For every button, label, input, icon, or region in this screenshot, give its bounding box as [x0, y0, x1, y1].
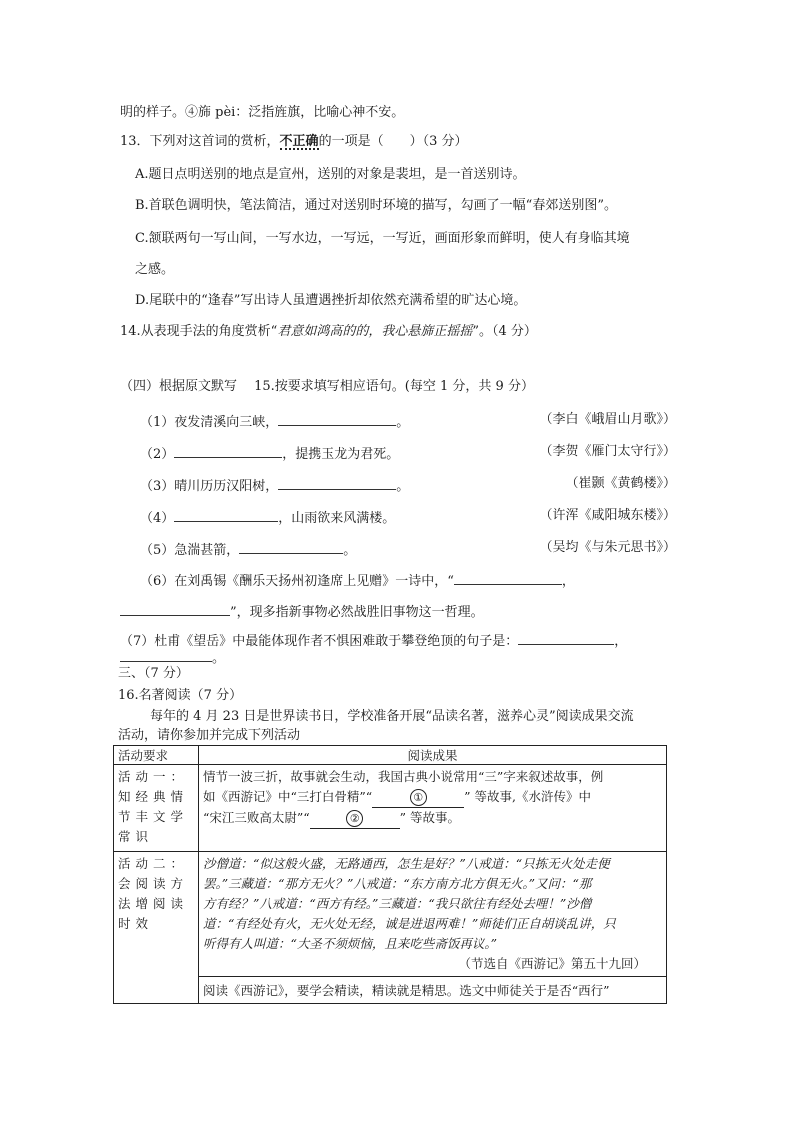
act1-line-3b: ” 等故事。 — [399, 810, 461, 825]
fill-3 — [140, 477, 409, 493]
fill-6-text: （6）在刘禹锡《酬乐天扬州初逢席上见赠》一诗中，“ — [140, 574, 454, 589]
annotation-line: 明的样子。④旆 pèi：泛指旌旗，比喻心神不安。 — [120, 105, 405, 120]
fill-3-text: （3）晴川历历汉阳树， — [140, 479, 279, 494]
table-row — [114, 852, 667, 1004]
fill-2-text: （2） — [140, 447, 175, 462]
fill-1-text: （1）夜发清溪向三峡， — [140, 415, 279, 430]
activity-2-content — [199, 852, 667, 1004]
header-result: 阅读成果 — [199, 746, 667, 765]
intro-line-1: 每年的 4 月 23 日是世界读书日，学校准备开展“品读名著，滋养心灵”阅读成果交流 — [150, 709, 634, 724]
act2-line-3: 方有经？”八戒道：“西方有经。”三藏道：“我只欲往有经处去哩！”沙僧 — [203, 896, 592, 911]
fill-4-end: ，山雨欲来风满楼。 — [278, 511, 396, 526]
table-header-row — [114, 746, 667, 765]
fill-7-blank-a[interactable] — [518, 632, 614, 645]
fill-5 — [140, 541, 356, 557]
fill-6-comma: ， — [561, 574, 575, 589]
header-activity: 活动要求 — [114, 746, 199, 765]
table-row — [114, 765, 667, 852]
act1-line-2a: 如《西游记》中“三打白骨精”“ — [203, 789, 373, 804]
fill-5-end: 。 — [343, 543, 357, 558]
q14-stem: 14.从表现手法的角度赏析“ — [120, 324, 278, 339]
fill-3-source: （崔颢《黄鹤楼》） — [565, 476, 676, 491]
act2-divider — [199, 976, 666, 977]
fill-3-end: 。 — [396, 479, 410, 494]
q13-stem-end: 的一项是（ ）（3 分） — [318, 134, 468, 149]
intro-line-2: 活动，请你参加并完成下列活动 — [118, 728, 301, 743]
fill-6 — [140, 572, 575, 588]
fill-7 — [120, 632, 627, 648]
act1-line-2b: ” 等故事,《水浒传》中 — [464, 789, 592, 804]
act2-line-1: 沙僧道：“似这般火盛，无路通西，怎生是好？”八戒道：“只拣无火处走便 — [203, 856, 610, 871]
act2-source: （节选自《西游记》第五十九回） — [458, 956, 646, 971]
fill-6-blank-a[interactable] — [454, 572, 562, 585]
act1-line-3 — [203, 808, 662, 829]
section-3-heading: 三、（7 分） — [118, 666, 189, 681]
option-c-cont: 之感。 — [135, 262, 175, 277]
option-b: B.首联色调明快，笔法简洁，通过对送别时环境的描写，勾画了一幅“春郊送别图”。 — [135, 198, 617, 213]
fill-6-cont — [120, 603, 484, 619]
fill-1-blank[interactable] — [278, 413, 396, 426]
fill-2 — [140, 445, 399, 461]
fill-4-blank[interactable] — [174, 509, 278, 522]
fill-2-blank[interactable] — [174, 445, 282, 458]
act2-line-2: 罢。”三藏道：“那方无火？”八戒道：“东方南方北方俱无火。”又问：“那 — [203, 876, 592, 891]
fill-7-text: （7）杜甫《望岳》中最能体现作者不惧困难敢于攀登绝顶的句子是： — [120, 634, 519, 649]
fill-5-text: （5）急湍甚箭， — [140, 543, 240, 558]
fill-1-source: （李白《峨眉山月歌》） — [539, 412, 676, 427]
fill-7-comma: ， — [614, 634, 628, 649]
act2-line-5: 听得有人叫道：“大圣不须烦恼，且来吃些斋饭再议。” — [203, 936, 498, 951]
fill-7-end: 。 — [212, 651, 226, 666]
question-16: 16.名著阅读（7 分） — [118, 688, 243, 703]
fill-6-end: ”，现多指新事物必然战胜旧事物这一哲理。 — [230, 605, 484, 620]
act1-line-2 — [203, 787, 662, 808]
reading-table — [113, 745, 667, 1004]
question-14 — [120, 325, 537, 338]
fill-5-blank[interactable] — [239, 541, 343, 554]
section-4-heading: （四）根据原文默写 15.按要求填写相应语句。(每空 1 分，共 9 分） — [120, 379, 534, 394]
q13-emphasis: 不正确 — [279, 134, 319, 149]
fill-1 — [140, 413, 409, 429]
fill-5-source: （吴均《与朱元思书》） — [539, 540, 676, 555]
fill-7-blank-b[interactable] — [120, 649, 212, 662]
act1-line-1: 情节一波三折，故事就会生动，我国古典小说常用“三”字来叙述故事，例 — [203, 769, 604, 784]
fill-3-blank[interactable] — [278, 477, 396, 490]
act1-spacer — [203, 829, 662, 849]
fill-6-blank-b[interactable] — [120, 603, 230, 616]
question-13 — [120, 135, 467, 150]
activity-2-label: 活动二：会阅读方法增阅读时效 — [114, 852, 199, 1004]
q14-quote: 君意如鸿高的的，我心悬旆正摇摇 — [277, 324, 473, 339]
q13-stem: 13．下列对这首词的赏析， — [120, 134, 280, 149]
option-d: D.尾联中的“逢春”写出诗人虽遭遇挫折却依然充满希望的旷达心境。 — [135, 293, 527, 308]
act1-blank-2[interactable] — [310, 808, 400, 829]
fill-4 — [140, 509, 395, 525]
fill-2-source: （李贺《雁门太守行》） — [539, 444, 676, 459]
act1-blank-1[interactable] — [372, 787, 464, 808]
activity-1-label: 活动一：知经典情节丰文学常识 — [114, 765, 199, 852]
fill-7-cont — [120, 649, 225, 665]
fill-4-source: （许浑《咸阳城东楼》） — [539, 508, 676, 523]
marker-2: ② — [346, 810, 363, 827]
act2-tail: 阅读《西游记》，要学会精读，精读就是精思。选文中师徒关于是否“西行” — [203, 983, 610, 998]
act2-line-4: 道：“有经处有火，无火处无经，诚是进退两难！”师徒们正自胡谈乱讲，只 — [203, 916, 616, 931]
fill-2-end: ，提携玉龙为君死。 — [282, 447, 400, 462]
fill-4-text: （4） — [140, 511, 175, 526]
option-c: C.颔联两句一写山间，一写水边，一写远，一写近，画面形象而鲜明，使人有身临其境 — [135, 231, 630, 246]
fill-1-end: 。 — [396, 415, 410, 430]
act1-line-3a: “宋江三败高太尉”“ — [203, 810, 310, 825]
q14-stem-end: ”。（4 分） — [472, 324, 537, 339]
marker-1: ① — [410, 789, 427, 806]
option-a: A.题日点明送别的地点是宣州，送别的对象是裴坦，是一首送别诗。 — [135, 167, 526, 182]
activity-1-content — [199, 765, 667, 852]
